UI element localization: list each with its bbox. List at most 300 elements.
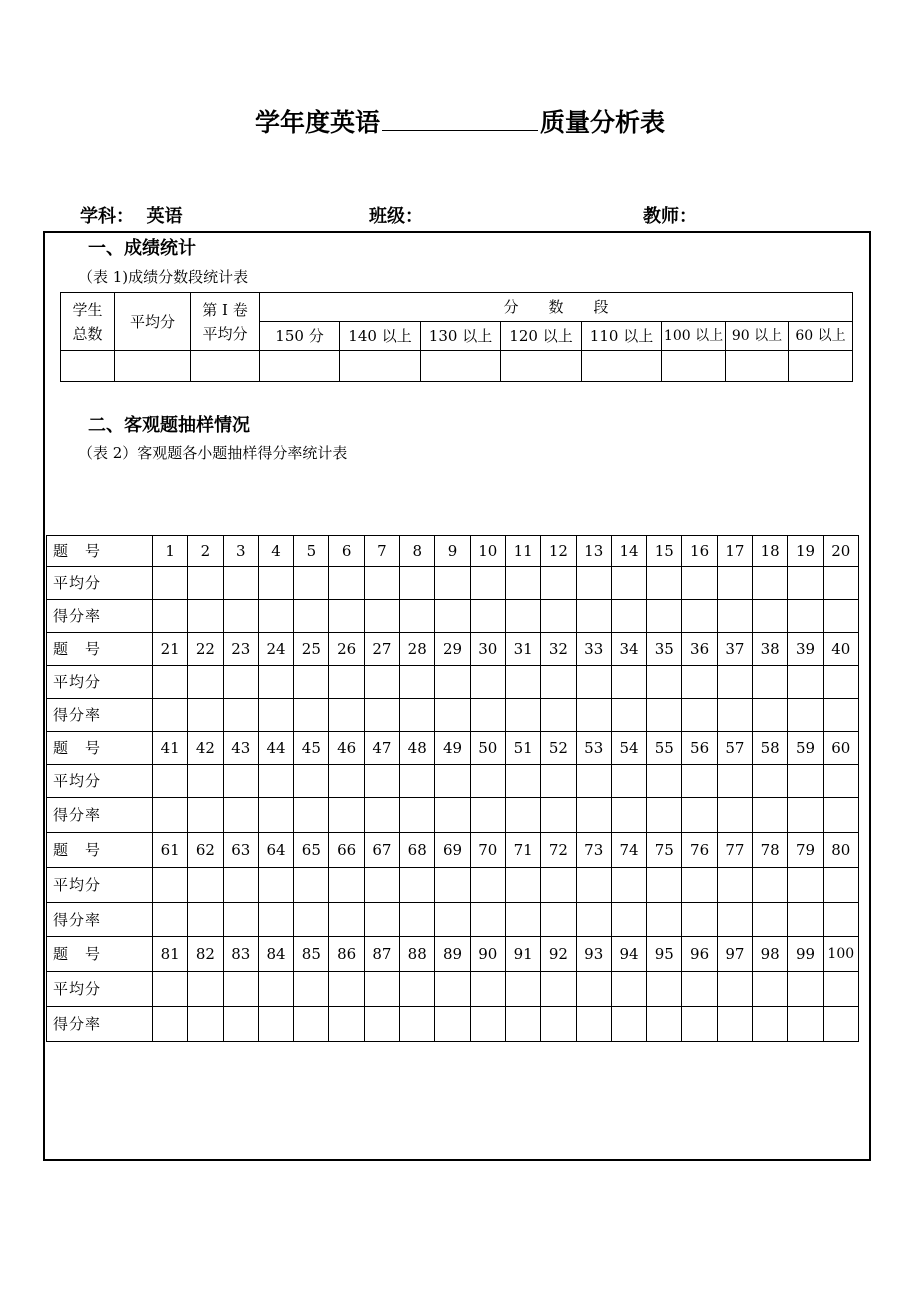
score-rate-cell[interactable] [682,699,717,732]
average-score-cell[interactable] [435,567,470,600]
average-score-cell[interactable] [541,972,576,1007]
section2-caption: （表 2）客观题各小题抽样得分率统计表 [78,444,348,462]
score-rate-cell[interactable] [153,600,188,633]
question-number: 73 [576,833,611,868]
question-number: 70 [470,833,505,868]
average-score-cell[interactable] [823,972,858,1007]
score-rate-cell[interactable] [717,798,752,833]
question-number: 74 [611,833,646,868]
average-score-cell[interactable] [400,972,435,1007]
score-rate-cell[interactable] [611,699,646,732]
question-number: 31 [505,633,540,666]
score-rate-cell[interactable] [329,1007,364,1042]
row-label: 得分率 [47,699,153,732]
average-score-cell[interactable] [435,765,470,798]
average-score-cell[interactable] [682,666,717,699]
score-rate-cell[interactable] [753,1007,788,1042]
question-number: 28 [400,633,435,666]
average-score-cell[interactable] [258,972,293,1007]
score-rate-cell[interactable] [435,903,470,937]
question-number-row [47,732,859,765]
average-score-cell[interactable] [611,972,646,1007]
average-score-cell[interactable] [153,972,188,1007]
score-rate-cell[interactable] [753,903,788,937]
average-score-cell[interactable] [364,765,399,798]
score-rate-cell[interactable] [541,1007,576,1042]
question-number: 71 [505,833,540,868]
score-rate-cell[interactable] [223,903,258,937]
average-score-cell[interactable] [153,765,188,798]
question-number: 9 [435,536,470,567]
score-rate-cell[interactable] [647,798,682,833]
score-rate-cell[interactable] [364,903,399,937]
average-score-cell[interactable] [329,868,364,903]
score-rate-cell[interactable] [188,903,223,937]
question-number: 24 [258,633,293,666]
score-rate-cell[interactable] [153,903,188,937]
score-rate-cell[interactable] [329,798,364,833]
score-rate-cell[interactable] [364,600,399,633]
score-rate-cell[interactable] [153,699,188,732]
average-score-cell[interactable] [400,765,435,798]
average-score-cell[interactable] [647,666,682,699]
average-score-cell[interactable] [258,567,293,600]
question-number: 93 [576,937,611,972]
score-rate-cell[interactable] [329,600,364,633]
score-rate-cell[interactable] [505,798,540,833]
band-entry-row [61,351,853,382]
score-rate-cell[interactable] [505,600,540,633]
row-label: 得分率 [47,798,153,833]
question-number: 55 [647,732,682,765]
question-number: 50 [470,732,505,765]
question-number: 53 [576,732,611,765]
score-rate-cell[interactable] [153,1007,188,1042]
question-number: 25 [294,633,329,666]
band-header-cell: 140 以上 [340,322,421,351]
score-rate-cell[interactable] [611,1007,646,1042]
score-rate-cell[interactable] [576,600,611,633]
score-rate-cell[interactable] [470,699,505,732]
score-rate-cell[interactable] [470,798,505,833]
average-score-cell[interactable] [329,765,364,798]
average-score-cell[interactable] [682,765,717,798]
title-blank-line[interactable] [382,104,538,131]
question-number: 12 [541,536,576,567]
question-number-row [47,633,859,666]
score-rate-cell[interactable] [717,699,752,732]
question-number: 7 [364,536,399,567]
question-number: 10 [470,536,505,567]
score-rate-cell[interactable] [400,600,435,633]
band-entry-cell[interactable] [191,351,260,382]
average-score-cell[interactable] [753,868,788,903]
question-number: 14 [611,536,646,567]
average-score-cell[interactable] [258,765,293,798]
score-rate-cell[interactable] [188,798,223,833]
question-number: 1 [153,536,188,567]
question-number: 40 [823,633,858,666]
score-rate-cell[interactable] [329,903,364,937]
average-score-cell[interactable] [788,567,823,600]
average-score-cell[interactable] [576,567,611,600]
average-score-row [47,972,859,1007]
score-rate-cell[interactable] [682,903,717,937]
band-entry-cell[interactable] [789,351,853,382]
average-score-cell[interactable] [188,972,223,1007]
score-rate-cell[interactable] [647,600,682,633]
score-rate-cell[interactable] [541,699,576,732]
question-number: 30 [470,633,505,666]
band-entry-cell[interactable] [501,351,582,382]
question-number: 33 [576,633,611,666]
score-rate-cell[interactable] [717,903,752,937]
band-entry-cell[interactable] [260,351,340,382]
col-student-total: 学生 总数 [61,293,115,351]
score-rate-cell[interactable] [435,798,470,833]
score-rate-cell[interactable] [576,903,611,937]
average-score-cell[interactable] [753,972,788,1007]
average-score-cell[interactable] [647,567,682,600]
score-rate-cell[interactable] [188,1007,223,1042]
score-rate-cell[interactable] [258,699,293,732]
subject-value: 英语 [146,206,183,227]
average-score-cell[interactable] [258,868,293,903]
average-score-cell[interactable] [364,972,399,1007]
score-rate-cell[interactable] [505,699,540,732]
score-rate-cell[interactable] [329,699,364,732]
score-rate-cell[interactable] [682,798,717,833]
score-rate-cell[interactable] [505,903,540,937]
average-score-cell[interactable] [788,972,823,1007]
score-rate-cell[interactable] [541,600,576,633]
average-score-cell[interactable] [717,765,752,798]
score-rate-cell[interactable] [647,903,682,937]
row-label: 平均分 [47,765,153,798]
average-score-cell[interactable] [400,567,435,600]
average-score-cell[interactable] [223,567,258,600]
question-number: 43 [223,732,258,765]
question-number: 99 [788,937,823,972]
average-score-cell[interactable] [717,666,752,699]
score-rate-cell[interactable] [400,1007,435,1042]
average-score-cell[interactable] [576,666,611,699]
question-number: 64 [258,833,293,868]
score-rate-cell[interactable] [576,1007,611,1042]
average-score-cell[interactable] [611,666,646,699]
average-score-cell[interactable] [505,567,540,600]
row-label: 得分率 [47,903,153,937]
average-score-cell[interactable] [823,765,858,798]
score-rate-cell[interactable] [823,798,858,833]
average-score-cell[interactable] [435,972,470,1007]
score-rate-cell[interactable] [470,903,505,937]
score-rate-cell[interactable] [753,798,788,833]
average-score-cell[interactable] [153,868,188,903]
class-label: 班级： [369,206,423,227]
question-number: 63 [223,833,258,868]
average-score-cell[interactable] [753,567,788,600]
score-rate-cell[interactable] [788,798,823,833]
average-score-cell[interactable] [470,972,505,1007]
average-score-cell[interactable] [364,868,399,903]
average-score-cell[interactable] [505,765,540,798]
question-number: 61 [153,833,188,868]
average-score-cell[interactable] [400,868,435,903]
question-number: 89 [435,937,470,972]
average-score-cell[interactable] [647,868,682,903]
score-rate-cell[interactable] [188,699,223,732]
score-rate-cell[interactable] [435,699,470,732]
score-rate-cell[interactable] [576,798,611,833]
question-number: 66 [329,833,364,868]
band-header-cell: 60 以上 [789,322,853,351]
average-score-cell[interactable] [188,567,223,600]
question-number: 5 [294,536,329,567]
question-number: 78 [753,833,788,868]
average-score-cell[interactable] [541,567,576,600]
score-rate-cell[interactable] [400,798,435,833]
average-score-cell[interactable] [823,666,858,699]
average-score-cell[interactable] [611,868,646,903]
average-score-cell[interactable] [717,868,752,903]
score-rate-cell[interactable] [611,903,646,937]
average-score-cell[interactable] [788,868,823,903]
question-number: 94 [611,937,646,972]
average-score-cell[interactable] [364,567,399,600]
average-score-cell[interactable] [294,765,329,798]
row-label: 题 号 [47,833,153,868]
score-rate-cell[interactable] [823,600,858,633]
score-rate-cell[interactable] [294,1007,329,1042]
question-number: 48 [400,732,435,765]
average-score-cell[interactable] [717,972,752,1007]
question-number-row [47,536,859,567]
score-rate-cell[interactable] [188,600,223,633]
band-entry-cell[interactable] [726,351,789,382]
row-label: 题 号 [47,937,153,972]
question-number: 80 [823,833,858,868]
score-rate-cell[interactable] [223,699,258,732]
average-score-cell[interactable] [823,567,858,600]
average-score-cell[interactable] [153,666,188,699]
average-score-cell[interactable] [470,567,505,600]
average-score-cell[interactable] [329,567,364,600]
question-number: 65 [294,833,329,868]
average-score-cell[interactable] [611,765,646,798]
score-rate-cell[interactable] [294,699,329,732]
score-rate-cell[interactable] [435,1007,470,1042]
average-score-cell[interactable] [576,765,611,798]
score-rate-cell[interactable] [647,699,682,732]
question-number: 97 [717,937,752,972]
average-score-cell[interactable] [294,567,329,600]
average-score-cell[interactable] [505,972,540,1007]
title-right: 质量分析表 [540,108,666,137]
average-score-cell[interactable] [470,765,505,798]
score-rate-cell[interactable] [364,699,399,732]
average-score-cell[interactable] [223,972,258,1007]
score-rate-cell[interactable] [223,798,258,833]
score-rate-cell[interactable] [647,1007,682,1042]
average-score-row [47,666,859,699]
average-score-cell[interactable] [188,666,223,699]
average-score-cell[interactable] [541,765,576,798]
average-score-cell[interactable] [223,765,258,798]
question-number: 58 [753,732,788,765]
score-rate-cell[interactable] [470,600,505,633]
average-score-cell[interactable] [223,666,258,699]
average-score-cell[interactable] [788,666,823,699]
question-number: 92 [541,937,576,972]
band-entry-cell[interactable] [582,351,662,382]
average-score-cell[interactable] [717,567,752,600]
score-rate-cell[interactable] [823,699,858,732]
score-rate-cell[interactable] [400,903,435,937]
average-score-cell[interactable] [329,666,364,699]
score-rate-cell[interactable] [753,600,788,633]
band-header-cell: 150 分 [260,322,340,351]
question-number: 57 [717,732,752,765]
question-number: 54 [611,732,646,765]
band-entry-cell[interactable] [421,351,501,382]
score-rate-cell[interactable] [153,798,188,833]
band-header-cell: 120 以上 [501,322,582,351]
average-score-cell[interactable] [188,765,223,798]
question-number: 21 [153,633,188,666]
score-rate-cell[interactable] [400,699,435,732]
question-number: 22 [188,633,223,666]
average-score-cell[interactable] [682,868,717,903]
average-score-cell[interactable] [294,868,329,903]
score-rate-cell[interactable] [364,798,399,833]
average-score-cell[interactable] [435,868,470,903]
average-score-cell[interactable] [364,666,399,699]
average-score-cell[interactable] [753,666,788,699]
average-score-cell[interactable] [223,868,258,903]
band-header-cell: 110 以上 [582,322,662,351]
score-rate-cell[interactable] [258,903,293,937]
question-number: 49 [435,732,470,765]
band-entry-cell[interactable] [115,351,191,382]
score-rate-cell[interactable] [294,798,329,833]
question-number: 67 [364,833,399,868]
section1-heading: 一、成绩统计 [88,238,196,259]
average-score-cell[interactable] [329,972,364,1007]
average-score-cell[interactable] [294,972,329,1007]
score-rate-cell[interactable] [788,903,823,937]
question-number: 6 [329,536,364,567]
average-score-cell[interactable] [258,666,293,699]
question-number: 20 [823,536,858,567]
score-rate-cell[interactable] [223,1007,258,1042]
score-rate-cell[interactable] [294,903,329,937]
average-score-cell[interactable] [470,868,505,903]
score-rate-cell[interactable] [364,1007,399,1042]
score-rate-cell[interactable] [258,798,293,833]
average-score-cell[interactable] [541,868,576,903]
score-rate-cell[interactable] [470,1007,505,1042]
score-rate-cell[interactable] [788,600,823,633]
average-score-cell[interactable] [682,567,717,600]
average-score-cell[interactable] [788,765,823,798]
average-score-row [47,765,859,798]
score-rate-cell[interactable] [788,699,823,732]
score-rate-cell[interactable] [505,1007,540,1042]
question-number: 98 [753,937,788,972]
score-rate-cell[interactable] [611,798,646,833]
score-rate-cell[interactable] [682,600,717,633]
page-title [0,104,920,141]
score-rate-cell[interactable] [788,1007,823,1042]
score-rate-cell[interactable] [435,600,470,633]
section1-caption: （表 1)成绩分数段统计表 [78,268,249,286]
question-number: 44 [258,732,293,765]
score-rate-cell[interactable] [576,699,611,732]
average-score-cell[interactable] [682,972,717,1007]
question-number-row [47,937,859,972]
average-score-cell[interactable] [400,666,435,699]
score-rate-cell[interactable] [717,600,752,633]
band-entry-cell[interactable] [662,351,726,382]
question-number: 2 [188,536,223,567]
average-score-cell[interactable] [576,868,611,903]
score-rate-cell[interactable] [753,699,788,732]
average-score-cell[interactable] [294,666,329,699]
question-number: 45 [294,732,329,765]
band-entry-cell[interactable] [340,351,421,382]
score-rate-cell[interactable] [823,1007,858,1042]
question-number: 60 [823,732,858,765]
score-rate-cell[interactable] [717,1007,752,1042]
teacher-label: 教师： [643,206,697,227]
score-rate-cell[interactable] [682,1007,717,1042]
question-number: 72 [541,833,576,868]
average-score-cell[interactable] [753,765,788,798]
question-number: 3 [223,536,258,567]
score-rate-cell[interactable] [223,600,258,633]
average-score-cell[interactable] [611,567,646,600]
score-rate-cell[interactable] [258,600,293,633]
average-score-cell[interactable] [188,868,223,903]
average-score-cell[interactable] [823,868,858,903]
row-label: 平均分 [47,567,153,600]
average-score-cell[interactable] [647,972,682,1007]
question-number: 39 [788,633,823,666]
average-score-cell[interactable] [470,666,505,699]
average-score-cell[interactable] [647,765,682,798]
average-score-cell[interactable] [576,972,611,1007]
score-rate-cell[interactable] [541,798,576,833]
col-score-bands: 分 数 段 [260,293,853,322]
average-score-cell[interactable] [505,666,540,699]
score-rate-cell[interactable] [823,903,858,937]
average-score-cell[interactable] [505,868,540,903]
band-header-cell: 100 以上 [662,322,726,351]
score-rate-row [47,903,859,937]
band-entry-cell[interactable] [61,351,115,382]
score-rate-cell[interactable] [258,1007,293,1042]
question-number: 27 [364,633,399,666]
score-rate-cell[interactable] [541,903,576,937]
question-number: 79 [788,833,823,868]
question-number: 75 [647,833,682,868]
average-score-cell[interactable] [541,666,576,699]
score-rate-cell[interactable] [294,600,329,633]
score-rate-cell[interactable] [611,600,646,633]
average-score-cell[interactable] [435,666,470,699]
average-score-cell[interactable] [153,567,188,600]
